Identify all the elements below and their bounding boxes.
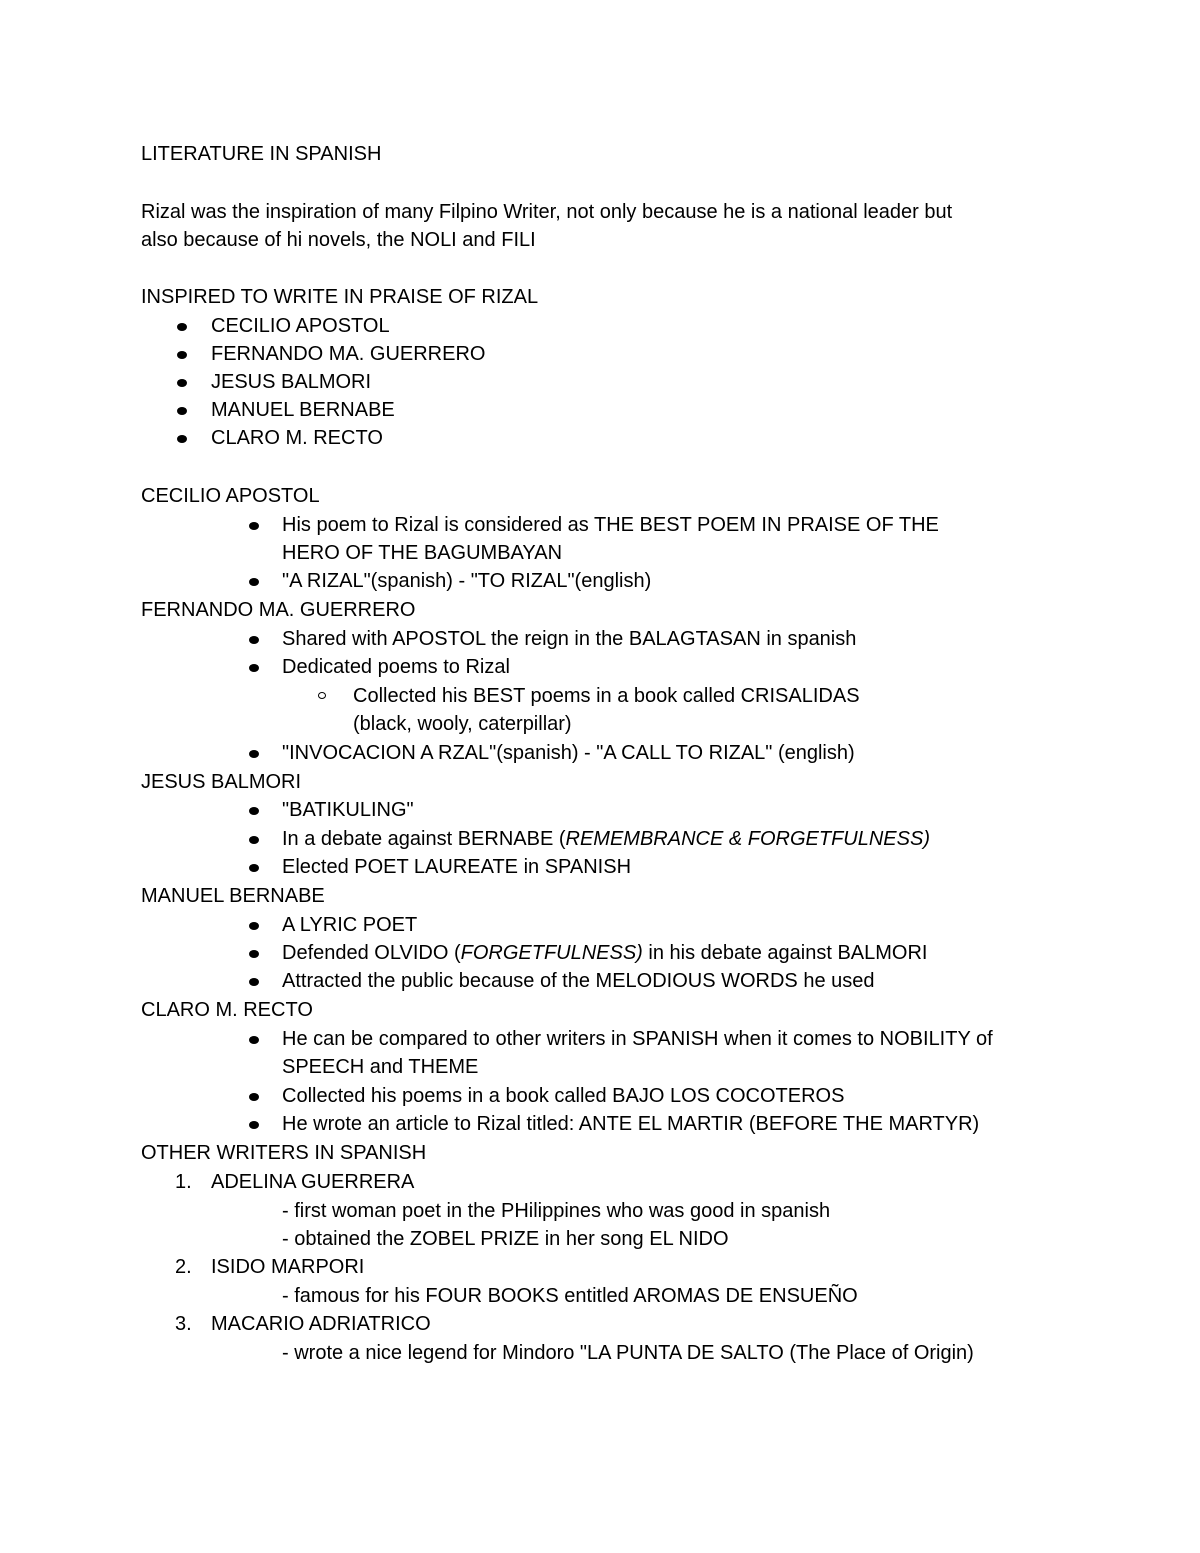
recto-bullet-1-cont: SPEECH and THEME: [282, 1056, 479, 1078]
bullet-icon: [249, 664, 259, 672]
other-writer-note: - obtained the ZOBEL PRIZE in her song EL NIDO: [282, 1228, 729, 1250]
section-heading-bernabe: MANUEL BERNABE: [141, 885, 325, 907]
bullet-icon: [249, 750, 259, 758]
inspired-item: FERNANDO MA. GUERRERO: [211, 343, 486, 365]
balmori-bullet-2-italic: REMEMBRANCE & FORGETFULNESS): [565, 828, 930, 850]
other-writer-note: - wrote a nice legend for Mindoro "LA PUNTA DE SALTO (The Place of Origin): [282, 1342, 974, 1364]
bullet-icon: [249, 636, 259, 644]
section-heading-others: OTHER WRITERS IN SPANISH: [141, 1142, 427, 1164]
guerrero-bullet-2: Dedicated poems to Rizal: [282, 656, 510, 678]
other-writer-name: ADELINA GUERRERA: [211, 1171, 415, 1193]
other-writer-name: ISIDO MARPORI: [211, 1256, 365, 1278]
bullet-icon: [177, 379, 187, 387]
guerrero-sub-bullet-cont: (black, wooly, caterpillar): [353, 713, 572, 735]
guerrero-sub-bullet: Collected his BEST poems in a book called CRISALIDAS: [353, 685, 860, 707]
intro-line-1: Rizal was the inspiration of many Filpino Writer, not only because he is a national leader but: [141, 201, 953, 223]
intro-line-2: also because of hi novels, the NOLI and FILI: [141, 229, 536, 251]
inspired-item: CECILIO APOSTOL: [211, 315, 390, 337]
bullet-icon: [249, 978, 259, 986]
bullet-icon: [249, 1036, 259, 1044]
bernabe-bullet-1: A LYRIC POET: [282, 914, 418, 936]
recto-bullet-1: He can be compared to other writers in SPANISH when it comes to NOBILITY of: [282, 1028, 993, 1050]
balmori-bullet-2-text: In a debate against BERNABE (: [282, 828, 566, 850]
balmori-bullet-1: "BATIKULING": [282, 799, 414, 821]
inspired-item: JESUS BALMORI: [211, 371, 372, 393]
page-title: LITERATURE IN SPANISH: [141, 143, 382, 165]
bernabe-bullet-2-italic: FORGETFULNESS): [460, 942, 643, 964]
bernabe-bullet-2: [282, 939, 927, 967]
section-heading-guerrero: FERNANDO MA. GUERRERO: [141, 599, 416, 621]
bullet-icon: [177, 323, 187, 331]
balmori-bullet-3: Elected POET LAUREATE in SPANISH: [282, 856, 632, 878]
other-writer-name: MACARIO ADRIATRICO: [211, 1313, 431, 1335]
list-number: 3.: [175, 1313, 192, 1335]
other-writer-note: - famous for his FOUR BOOKS entitled AROMAS DE ENSUEÑO: [282, 1285, 858, 1307]
bullet-icon: [177, 407, 187, 415]
bullet-icon: [249, 922, 259, 930]
recto-bullet-2: Collected his poems in a book called BAJO LOS COCOTEROS: [282, 1085, 845, 1107]
bullet-icon: [249, 1121, 259, 1129]
section-heading-balmori: JESUS BALMORI: [141, 771, 302, 793]
bullet-icon: [249, 1093, 259, 1101]
bernabe-bullet-2-text-end: in his debate against BALMORI: [642, 942, 928, 964]
apostol-bullet-1: His poem to Rizal is considered as THE BEST POEM IN PRAISE OF THE: [282, 514, 939, 536]
guerrero-bullet-3: "INVOCACION A RZAL"(spanish) - "A CALL TO RIZAL" (english): [282, 742, 855, 764]
section-heading-apostol: CECILIO APOSTOL: [141, 485, 320, 507]
inspired-heading: INSPIRED TO WRITE IN PRAISE OF RIZAL: [141, 286, 539, 308]
bullet-icon: [177, 435, 187, 443]
bernabe-bullet-2-text: Defended OLVIDO (: [282, 942, 461, 964]
apostol-bullet-1-cont: HERO OF THE BAGUMBAYAN: [282, 542, 563, 564]
bullet-icon: [249, 807, 259, 815]
bullet-icon: [249, 950, 259, 958]
bullet-icon: [177, 351, 187, 359]
other-writer-note: - first woman poet in the PHilippines who was good in spanish: [282, 1200, 831, 1222]
list-number: 2.: [175, 1256, 192, 1278]
hollow-bullet-icon: [318, 692, 326, 699]
apostol-bullet-2: "A RIZAL"(spanish) - "TO RIZAL"(english): [282, 570, 652, 592]
bernabe-bullet-3: Attracted the public because of the MELODIOUS WORDS he used: [282, 970, 875, 992]
bullet-icon: [249, 836, 259, 844]
bullet-icon: [249, 522, 259, 530]
section-heading-recto: CLARO M. RECTO: [141, 999, 313, 1021]
balmori-bullet-2: [282, 825, 930, 853]
recto-bullet-3: He wrote an article to Rizal titled: ANTE EL MARTIR (BEFORE THE MARTYR): [282, 1113, 980, 1135]
list-number: 1.: [175, 1171, 192, 1193]
inspired-item: MANUEL BERNABE: [211, 399, 395, 421]
guerrero-bullet-1: Shared with APOSTOL the reign in the BALAGTASAN in spanish: [282, 628, 857, 650]
bullet-icon: [249, 864, 259, 872]
bullet-icon: [249, 578, 259, 586]
inspired-item: CLARO M. RECTO: [211, 427, 383, 449]
